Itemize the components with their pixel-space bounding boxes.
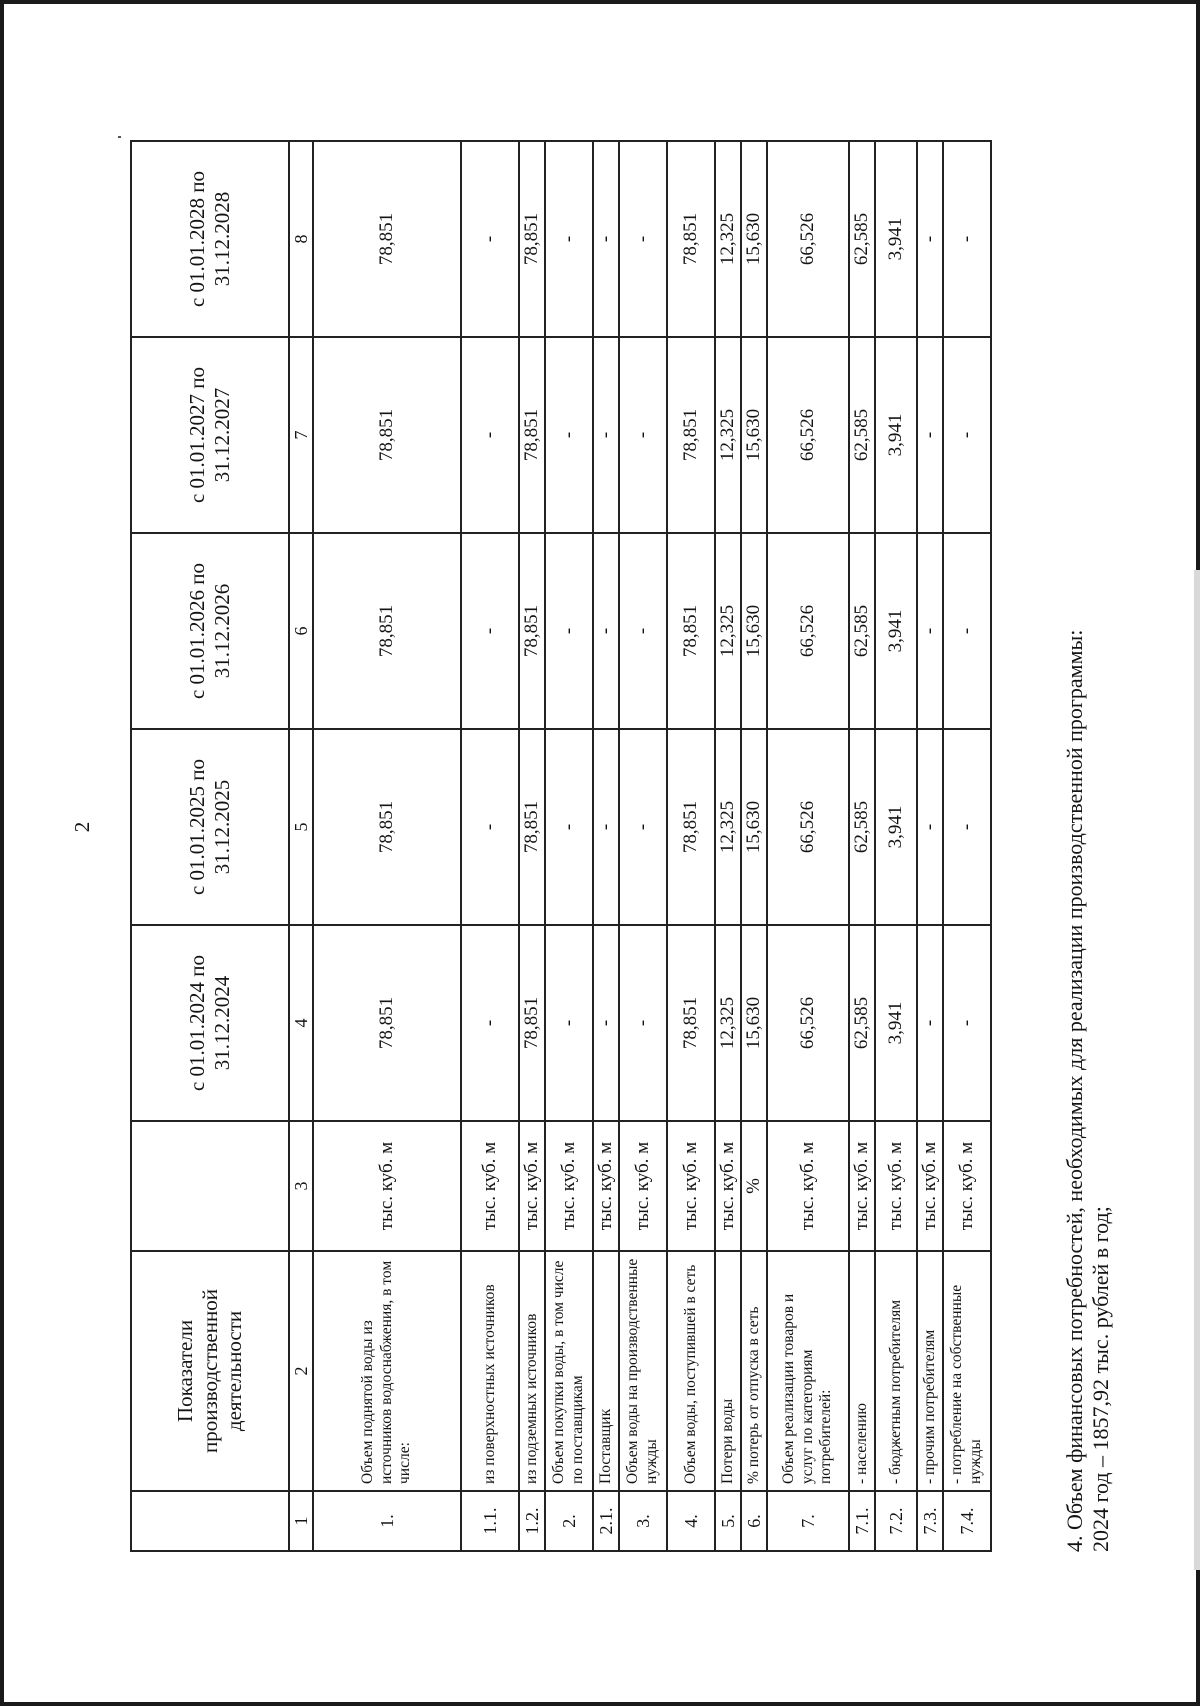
table-row — [619, 141, 667, 1551]
value-cell: 12,325 — [715, 533, 741, 729]
unit-cell: тыс. куб. м — [875, 1121, 917, 1251]
value-cell: 3,941 — [875, 141, 917, 337]
value-cell: 78,851 — [519, 337, 545, 533]
indicator-name-cell: Объем поднятой воды из источников водоснабжения, в том числе: — [313, 1251, 461, 1491]
value-cell: - — [943, 729, 991, 925]
row-code-cell: 7.2. — [875, 1491, 917, 1551]
unit-cell: тыс. куб. м — [943, 1121, 991, 1251]
value-cell: 15,630 — [741, 337, 767, 533]
value-cell: - — [917, 141, 943, 337]
header-cell — [131, 1121, 289, 1251]
column-number-row — [289, 141, 313, 1551]
value-cell: 15,630 — [741, 141, 767, 337]
header-cell: с 01.01.2027 по 31.12.2027 — [131, 337, 289, 533]
value-cell: - — [545, 141, 593, 337]
row-code-cell: 2. — [545, 1491, 593, 1551]
value-cell: 12,325 — [715, 141, 741, 337]
indicator-name-cell: - населению — [849, 1251, 875, 1491]
row-code-cell: 5. — [715, 1491, 741, 1551]
indicator-name-cell: из подземных источников — [519, 1251, 545, 1491]
value-cell: 78,851 — [313, 337, 461, 533]
indicator-name-cell: - бюджетным потребителям — [875, 1251, 917, 1491]
column-number: 7 — [289, 337, 313, 533]
unit-cell: % — [741, 1121, 767, 1251]
table-row — [943, 141, 991, 1551]
value-cell: - — [943, 533, 991, 729]
table-row — [313, 141, 461, 1551]
column-number: 5 — [289, 729, 313, 925]
value-cell: 78,851 — [667, 141, 715, 337]
indicator-name-cell: Объем воды на производственные нужды — [619, 1251, 667, 1491]
indicator-name-cell: Объем реализации товаров и услуг по категориям потребителей: — [767, 1251, 849, 1491]
value-cell: - — [545, 729, 593, 925]
column-number: 2 — [289, 1251, 313, 1491]
value-cell: - — [545, 533, 593, 729]
value-cell: - — [917, 729, 943, 925]
indicator-name-cell: Потери воды — [715, 1251, 741, 1491]
value-cell: 62,585 — [849, 729, 875, 925]
table-row — [545, 141, 593, 1551]
value-cell: 78,851 — [313, 533, 461, 729]
column-number: 6 — [289, 533, 313, 729]
unit-cell: тыс. куб. м — [917, 1121, 943, 1251]
scan-border-bottom — [0, 1702, 1200, 1706]
column-number: 3 — [289, 1121, 313, 1251]
value-cell: - — [545, 337, 593, 533]
value-cell: 3,941 — [875, 925, 917, 1121]
value-cell: - — [943, 141, 991, 337]
scan-border-top — [0, 0, 1200, 4]
unit-cell: тыс. куб. м — [767, 1121, 849, 1251]
value-cell: 62,585 — [849, 141, 875, 337]
row-code-cell: 7.1. — [849, 1491, 875, 1551]
value-cell: - — [917, 337, 943, 533]
value-cell: 78,851 — [667, 533, 715, 729]
value-cell: - — [461, 729, 519, 925]
value-cell: 3,941 — [875, 533, 917, 729]
value-cell: - — [593, 337, 619, 533]
table-row — [593, 141, 619, 1551]
table-row — [461, 141, 519, 1551]
value-cell: - — [943, 925, 991, 1121]
unit-cell: тыс. куб. м — [313, 1121, 461, 1251]
value-cell: - — [943, 337, 991, 533]
indicator-name-cell: Объем покупки воды, в том числе по поставщикам — [545, 1251, 593, 1491]
table-row — [519, 141, 545, 1551]
scan-shadow — [1194, 570, 1200, 1570]
row-code-cell: 1.1. — [461, 1491, 519, 1551]
unit-cell: тыс. куб. м — [715, 1121, 741, 1251]
value-cell: 62,585 — [849, 533, 875, 729]
value-cell: 66,526 — [767, 925, 849, 1121]
value-cell: - — [917, 925, 943, 1121]
table-row — [917, 141, 943, 1551]
table-body — [313, 141, 991, 1551]
value-cell: - — [461, 925, 519, 1121]
financial-needs-section — [1062, 152, 1115, 1552]
value-cell: 78,851 — [519, 729, 545, 925]
table-row — [741, 141, 767, 1551]
unit-cell: тыс. куб. м — [519, 1121, 545, 1251]
unit-cell: тыс. куб. м — [667, 1121, 715, 1251]
table-row — [767, 141, 849, 1551]
value-cell: 78,851 — [519, 533, 545, 729]
indicator-name-cell: % потерь от отпуска в сеть — [741, 1251, 767, 1491]
value-cell: 12,325 — [715, 337, 741, 533]
unit-cell: тыс. куб. м — [545, 1121, 593, 1251]
value-cell: - — [593, 141, 619, 337]
header-cell: с 01.01.2028 по 31.12.2028 — [131, 141, 289, 337]
value-cell: 78,851 — [667, 729, 715, 925]
indicator-name-cell: Объем воды, поступившей в сеть — [667, 1251, 715, 1491]
table-row — [875, 141, 917, 1551]
header-row — [131, 141, 289, 1551]
value-cell: - — [917, 533, 943, 729]
value-cell: 66,526 — [767, 533, 849, 729]
value-cell: 12,325 — [715, 925, 741, 1121]
value-cell: - — [619, 141, 667, 337]
row-code-cell: 4. — [667, 1491, 715, 1551]
row-code-cell: 7.4. — [943, 1491, 991, 1551]
value-cell: 62,585 — [849, 925, 875, 1121]
header-cell: Показатели производственной деятельности — [131, 1251, 289, 1491]
value-cell: 66,526 — [767, 337, 849, 533]
row-code-cell: 2.1. — [593, 1491, 619, 1551]
unit-cell: тыс. куб. м — [849, 1121, 875, 1251]
value-cell: - — [619, 533, 667, 729]
indicator-name-cell: - прочим потребителям — [917, 1251, 943, 1491]
value-cell: 66,526 — [767, 141, 849, 337]
header-cell: с 01.01.2025 по 31.12.2025 — [131, 729, 289, 925]
indicator-name-cell: - потребление на собственные нужды — [943, 1251, 991, 1491]
section-title: 4. Объем финансовых потребностей, необходимых для реализации производственной программы: — [1062, 629, 1087, 1552]
page-number: 2 — [70, 821, 94, 833]
value-cell: - — [619, 729, 667, 925]
scan-border-left — [0, 0, 4, 1706]
value-cell: - — [619, 925, 667, 1121]
unit-cell: тыс. куб. м — [619, 1121, 667, 1251]
value-cell: 78,851 — [519, 925, 545, 1121]
value-cell: 78,851 — [519, 141, 545, 337]
header-cell — [131, 1491, 289, 1551]
value-cell: 3,941 — [875, 337, 917, 533]
indicator-name-cell: из поверхностных источников — [461, 1251, 519, 1491]
table-row — [715, 141, 741, 1551]
column-number: 4 — [289, 925, 313, 1121]
value-cell: - — [619, 337, 667, 533]
value-cell: 78,851 — [313, 141, 461, 337]
value-cell: 62,585 — [849, 337, 875, 533]
header-cell: с 01.01.2026 по 31.12.2026 — [131, 533, 289, 729]
value-cell: 78,851 — [667, 337, 715, 533]
column-number: 8 — [289, 141, 313, 337]
row-code-cell: 1. — [313, 1491, 461, 1551]
value-cell: - — [461, 533, 519, 729]
value-cell: - — [545, 925, 593, 1121]
value-cell: - — [593, 925, 619, 1121]
row-code-cell: 7.3. — [917, 1491, 943, 1551]
column-number: 1 — [289, 1491, 313, 1551]
value-cell: 66,526 — [767, 729, 849, 925]
value-cell: 3,941 — [875, 729, 917, 925]
value-cell: 15,630 — [741, 925, 767, 1121]
value-cell: 12,325 — [715, 729, 741, 925]
rotated-page — [60, 102, 1120, 1552]
production-indicators-table — [130, 140, 992, 1552]
unit-cell: тыс. куб. м — [461, 1121, 519, 1251]
value-cell: 15,630 — [741, 533, 767, 729]
value-cell: 15,630 — [741, 729, 767, 925]
value-cell: - — [593, 729, 619, 925]
row-code-cell: 6. — [741, 1491, 767, 1551]
value-cell: - — [461, 141, 519, 337]
financial-needs-line: 2024 год – 1857,92 тыс. рублей в год; — [1088, 1206, 1114, 1552]
value-cell: 78,851 — [667, 925, 715, 1121]
indicator-name-cell: Поставщик — [593, 1251, 619, 1491]
value-cell: 78,851 — [313, 729, 461, 925]
header-cell: с 01.01.2024 по 31.12.2024 — [131, 925, 289, 1121]
value-cell: - — [593, 533, 619, 729]
value-cell: - — [461, 337, 519, 533]
table-row — [667, 141, 715, 1551]
table-row — [849, 141, 875, 1551]
row-code-cell: 7. — [767, 1491, 849, 1551]
unit-cell: тыс. куб. м — [593, 1121, 619, 1251]
row-code-cell: 3. — [619, 1491, 667, 1551]
row-code-cell: 1.2. — [519, 1491, 545, 1551]
value-cell: 78,851 — [313, 925, 461, 1121]
